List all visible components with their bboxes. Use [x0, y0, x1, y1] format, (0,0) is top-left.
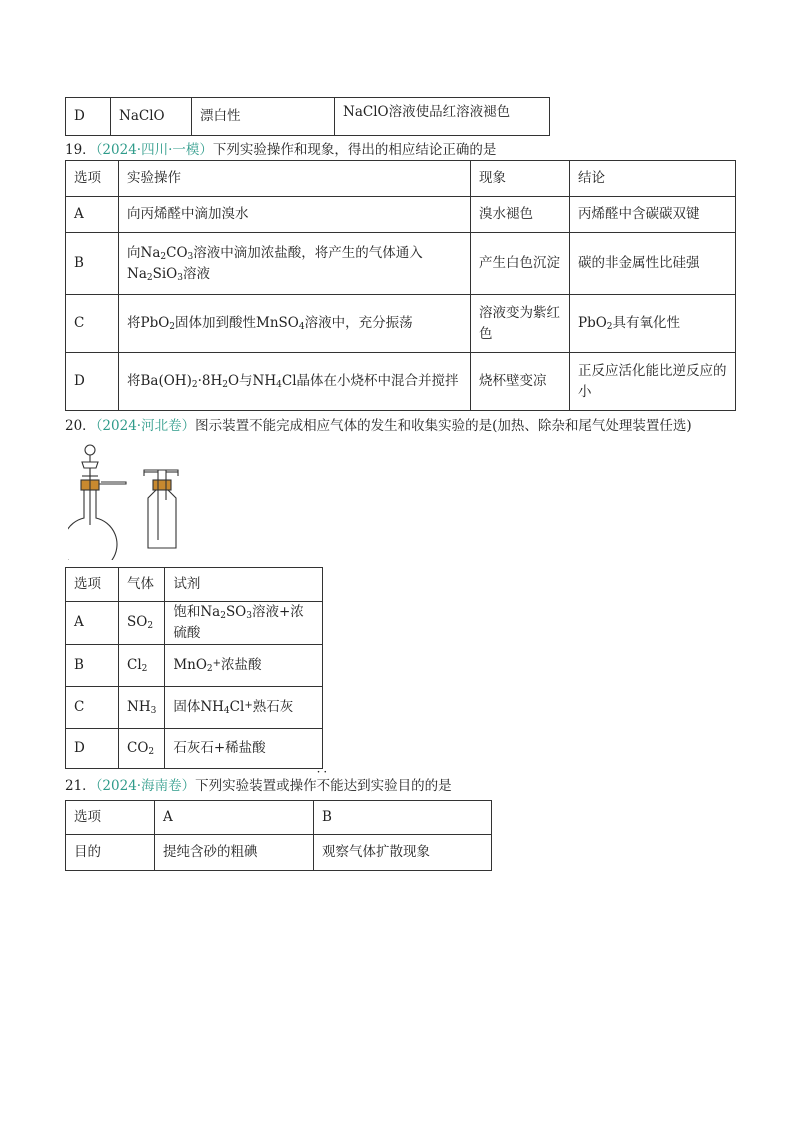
formula: Cl	[281, 373, 297, 390]
subscript: 4	[223, 705, 230, 716]
subscript: 2	[146, 272, 153, 283]
question-number: 20．	[65, 418, 96, 434]
operation-cell	[119, 233, 471, 295]
q18-table-tail	[65, 97, 550, 136]
emphasized-text	[316, 765, 344, 794]
formula: NH	[252, 373, 277, 390]
text: 将	[127, 315, 141, 332]
option-cell: D	[66, 728, 119, 768]
text: 溶液中滴加浓盐酸，将产生的气体通入	[193, 244, 423, 261]
header-phenomenon: 现象	[471, 161, 570, 197]
formula: SO	[127, 614, 148, 631]
text: 熟石灰	[252, 698, 294, 715]
header-gas: 气体	[119, 568, 165, 602]
subscript: 3	[150, 705, 157, 716]
header-operation: 实验操作	[119, 161, 471, 197]
phenomenon-cell: 烧杯壁变凉	[471, 353, 570, 411]
header-option: 选项	[66, 801, 155, 835]
formula: PbO	[578, 315, 607, 332]
formula: O	[227, 373, 240, 390]
option-cell: C	[66, 686, 119, 728]
subscript: 2	[220, 611, 226, 621]
option-cell: A	[66, 197, 119, 233]
option-cell: B	[66, 644, 119, 686]
text: 饱和	[173, 604, 201, 620]
plus-sign: +	[244, 699, 253, 711]
subscript: 2	[222, 380, 228, 391]
gas-cell	[119, 644, 165, 686]
question-number: 21．	[65, 778, 96, 794]
subscript: 3	[187, 251, 194, 262]
round-bottom-flask	[68, 445, 126, 560]
property-cell: 漂白性	[192, 98, 335, 136]
text: 溶液	[182, 265, 210, 282]
formula: MnSO	[256, 315, 299, 332]
question-text: 下列实验操作和现象，得出的相应结论正确的是	[212, 142, 497, 158]
table-row	[66, 835, 492, 871]
plus-sign: +	[212, 657, 222, 669]
subscript: 2	[141, 663, 148, 674]
subscript: 4	[276, 380, 282, 391]
q19-stem	[65, 138, 496, 158]
table-row	[66, 233, 736, 295]
fact-text: 溶液使品红溶液褪色	[388, 104, 511, 120]
formula: PbO	[140, 315, 170, 332]
conclusion-cell: 正反应活化能比逆反应的小	[570, 353, 736, 411]
operation-cell	[119, 295, 471, 353]
formula: CO	[127, 739, 149, 756]
text: 与	[239, 373, 253, 390]
reagent-cell: NaClO	[111, 98, 192, 136]
emphasis-dots: ··	[316, 765, 331, 779]
formula: ·8H	[197, 373, 223, 390]
table-row	[66, 197, 736, 233]
subscript: 2	[160, 251, 167, 262]
subscript: 2	[191, 380, 198, 391]
table-row	[66, 295, 736, 353]
operation-cell	[119, 353, 471, 411]
text: 浓盐酸	[221, 656, 262, 673]
header-option: 选项	[66, 568, 119, 602]
table-row	[66, 353, 736, 411]
subscript: 2	[169, 322, 176, 333]
formula: CO	[166, 244, 188, 261]
formula: NH	[127, 698, 151, 715]
conclusion-cell: 丙烯醛中含碳碳双键	[570, 197, 736, 233]
subscript: 2	[206, 663, 213, 674]
option-cell: D	[66, 98, 111, 136]
text: 固体加到酸性	[175, 315, 257, 332]
gas-cell	[119, 686, 165, 728]
formula: Cl	[229, 698, 245, 715]
text: 不能	[316, 778, 344, 794]
question-text: 达到实验目的的是	[343, 778, 452, 794]
gas-apparatus-figure	[68, 440, 198, 560]
reagent-cell	[165, 602, 323, 645]
text: 溶液+浓硫酸	[173, 604, 304, 641]
text: 将	[127, 373, 141, 390]
table-row	[66, 602, 323, 645]
purpose-label: 目的	[66, 835, 155, 871]
q21-stem	[65, 765, 452, 794]
q20-stem	[65, 414, 692, 434]
question-source: （2024·河北卷）	[95, 418, 196, 434]
purpose-b: 观察气体扩散现象	[314, 835, 492, 871]
conclusion-cell	[570, 295, 736, 353]
table-row	[66, 644, 323, 686]
header-reagent: 试剂	[165, 568, 323, 602]
header-option: 选项	[66, 161, 119, 197]
operation-cell: 向丙烯醛中滴加溴水	[119, 197, 471, 233]
gas-collection-bottle	[144, 470, 178, 548]
option-cell: C	[66, 295, 119, 353]
question-source: （2024·海南卷）	[95, 778, 196, 794]
gas-cell	[119, 728, 165, 768]
formula: NH	[200, 698, 224, 715]
text: 向	[127, 244, 141, 261]
table-row	[66, 728, 323, 768]
formula: Na	[127, 265, 147, 282]
fact-cell	[335, 98, 550, 136]
subscript: 3	[177, 272, 183, 283]
phenomenon-cell: 产生白色沉淀	[471, 233, 570, 295]
purpose-a: 提纯含砂的粗碘	[155, 835, 314, 871]
question-source: （2024·四川·一模）	[95, 142, 213, 158]
q20-table	[65, 567, 323, 769]
subscript: 4	[298, 322, 305, 333]
question-number: 19．	[65, 142, 96, 158]
formula: Na	[140, 244, 161, 261]
header-conclusion: 结论	[570, 161, 736, 197]
question-text: 图示装置不能完成相应气体的发生和收集实验的是(加热、除杂和尾气处理装置任选)	[195, 418, 692, 434]
phenomenon-cell: 溴水褪色	[471, 197, 570, 233]
question-text: 下列实验装置或操作	[195, 778, 317, 794]
formula: MnO	[173, 656, 207, 673]
text: 具有氧化性	[612, 315, 681, 332]
text: 晶体在小烧杯中混合并搅拌	[296, 373, 459, 390]
header-a: A	[155, 801, 314, 835]
option-cell: A	[66, 602, 119, 645]
reagent-cell: 石灰石+稀盐酸	[165, 728, 323, 768]
option-cell: D	[66, 353, 119, 411]
reagent-cell	[165, 686, 323, 728]
table-row	[66, 686, 323, 728]
subscript: 2	[148, 746, 155, 757]
text: 固体	[173, 698, 201, 715]
naclo-text: NaClO	[343, 104, 389, 120]
formula: Na	[200, 604, 221, 620]
formula: SO	[225, 604, 247, 620]
text: 溶液中，充分振荡	[304, 315, 413, 332]
formula: SiO	[152, 265, 178, 282]
subscript: 3	[246, 611, 252, 621]
phenomenon-cell: 溶液变为紫红色	[471, 295, 570, 353]
gas-cell	[119, 602, 165, 645]
formula: Ba(OH)	[140, 373, 192, 390]
header-b: B	[314, 801, 492, 835]
subscript: 2	[147, 621, 154, 632]
q21-table	[65, 800, 492, 871]
reagent-cell	[165, 644, 323, 686]
option-cell: B	[66, 233, 119, 295]
subscript: 2	[606, 322, 613, 333]
formula: Cl	[127, 656, 142, 673]
conclusion-cell: 碳的非金属性比硅强	[570, 233, 736, 295]
q19-table	[65, 160, 736, 411]
